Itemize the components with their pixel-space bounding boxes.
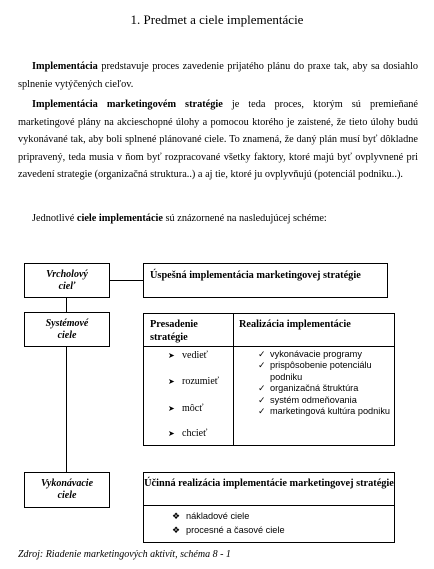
list-item-label: rozumieť — [182, 376, 220, 387]
list-item — [258, 360, 392, 383]
top-goal-box — [24, 263, 110, 298]
list-item — [172, 523, 285, 537]
term-marketing-strategy: Implementácia marketingovém stratégie — [32, 99, 223, 110]
list-item — [258, 349, 392, 360]
divider — [144, 505, 394, 506]
list-item-label: marketingová kultúra podniku — [270, 406, 391, 417]
term-implementation: Implementácia — [32, 61, 98, 72]
list-item-label: nákladové ciele — [186, 511, 250, 521]
term-goals: ciele implementácie — [76, 213, 163, 224]
source-caption: Zdroj: Riadenie marketingových aktivít, schéma 8 - 1 — [18, 549, 231, 560]
list-item — [168, 376, 219, 387]
box-label: Vykonávacie — [40, 478, 94, 489]
paragraph-marketing-strategy — [18, 96, 418, 184]
list-item-label: organizačná štruktúra — [270, 383, 359, 394]
box-label: ciele — [57, 329, 77, 341]
paragraph-text: Jednotlivé — [32, 213, 77, 224]
list-item-label: systém odmeňovania — [270, 394, 357, 405]
divider — [144, 346, 394, 347]
box-label: cieľ — [58, 280, 76, 292]
box-label: ciele — [57, 490, 77, 501]
connector-line — [66, 347, 67, 472]
column-heading: Realizácia implementácie — [239, 319, 351, 330]
list-item — [172, 509, 285, 523]
check-icon: ✓ — [258, 406, 266, 417]
check-icon: ✓ — [258, 383, 266, 394]
box-title: Úspešná implementácia marketingovej stratégie — [150, 270, 361, 281]
paragraph-text: sú znázornené na nasledujúcej schéme: — [162, 213, 327, 224]
strategy-realization-box — [143, 313, 395, 446]
executive-goals-box — [24, 472, 110, 508]
list-item — [168, 350, 208, 361]
check-icon: ✓ — [258, 394, 266, 405]
system-goals-box — [24, 312, 110, 347]
list-item — [168, 403, 204, 414]
box-label: Vrcholový — [46, 268, 88, 280]
list-item-label: vykonávacie programy — [270, 349, 362, 359]
connector-line — [110, 280, 144, 281]
arrow-bullet-icon: ➤ — [168, 377, 175, 386]
paragraph-goals-intro — [18, 210, 418, 228]
paragraph-text: je teda proces, ktorým sú premieňané marketingové plány na akcieschopné úlohy a pomocou ktorého je zaistené, že tieto úlohy budú vykonávané tak, aby boli splnené plánované ciele. To znamená, že daný plán musí byť dôkladne pripravený, teda musia v ňom byť rozpracované všetky faktory, ktoré majú byť ovplyvnené pri zavedení strategie (organizačná struktura..) a aj tie, ktoré ju ovplyvňujú (potenciál podniku..). — [18, 99, 418, 181]
column-heading: Presadenie stratégie — [150, 319, 198, 343]
box-label: Systémové — [45, 317, 89, 329]
effective-realization-box — [143, 472, 395, 543]
arrow-bullet-icon: ➤ — [168, 429, 175, 438]
list-item-label: môcť — [182, 403, 204, 414]
section-heading: 1. Predmet a ciele implementácie — [130, 12, 304, 27]
list-item — [258, 395, 392, 406]
diamond-bullet-icon: ❖ — [172, 525, 181, 535]
list-item-label: chcieť — [182, 428, 208, 439]
paragraph-implementation — [18, 58, 418, 93]
cost-goals-list — [172, 509, 285, 537]
list-item-label: vedieť — [182, 350, 208, 361]
list-item — [258, 406, 392, 417]
box-title: Účinná realizácia implementácie marketingovej stratégie — [144, 478, 394, 489]
list-item-label: prispôsobenie potenciálu podniku — [270, 360, 372, 382]
successful-implementation-box — [143, 263, 388, 298]
realization-list — [258, 349, 392, 417]
check-icon: ✓ — [258, 360, 266, 371]
list-item — [258, 383, 392, 394]
arrow-bullet-icon: ➤ — [168, 351, 175, 360]
connector-line — [66, 298, 67, 312]
check-icon: ✓ — [258, 349, 266, 359]
divider — [233, 314, 234, 445]
list-item — [168, 428, 207, 439]
diamond-bullet-icon: ❖ — [172, 511, 181, 521]
list-item-label: procesné a časové ciele — [186, 525, 285, 535]
arrow-bullet-icon: ➤ — [168, 404, 175, 413]
paragraph-text: predstavuje proces zavedenie prijatého plánu do praxe tak, aby sa dosiahlo splnenie vytýčených cieľov. — [18, 61, 418, 90]
